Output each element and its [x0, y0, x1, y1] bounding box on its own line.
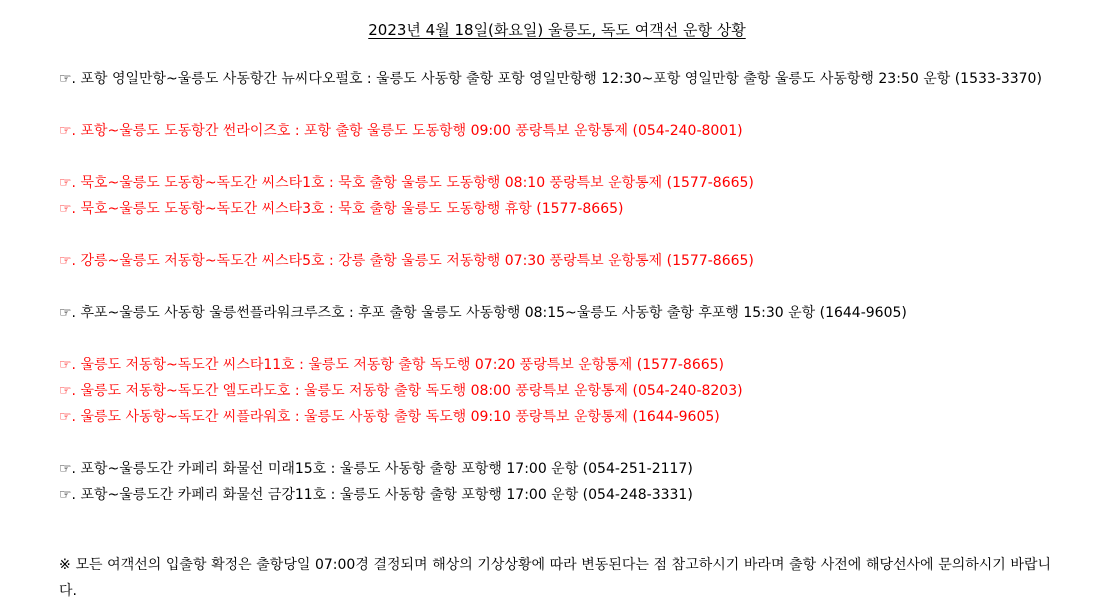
notice-group-hupo	[59, 300, 1051, 326]
page-title: 2023년 4월 18일(화요일) 울릉도, 독도 여객선 운항 상황	[368, 21, 746, 39]
notice-seastar-11: ☞. 울릉도 저동항~독도간 씨스타11호 : 울릉도 저동항 출항 독도행 07:20 풍랑특보 운항통제 (1577-8665)	[59, 357, 725, 373]
notice-seastar-1: ☞. 묵호~울릉도 도동항~독도간 씨스타1호 : 묵호 출항 울릉도 도동항행 08:10 풍랑특보 운항통제 (1577-8665)	[59, 175, 754, 191]
notice-mirae-15: ☞. 포항~울릉도간 카페리 화물선 미래15호 : 울릉도 사동항 출항 포항행 17:00 운항 (054-251-2117)	[59, 461, 693, 477]
notice-group-cargo-ferries	[59, 456, 1051, 508]
notice-geumgang-11: ☞. 포항~울릉도간 카페리 화물선 금강11호 : 울릉도 사동항 출항 포항행 17:00 운항 (054-248-3331)	[59, 487, 693, 503]
notice-eldorado: ☞. 울릉도 저동항~독도간 엘도라도호 : 울릉도 저동항 출항 독도행 08:00 풍랑특보 운항통제 (054-240-8203)	[59, 383, 743, 399]
notice-group-mukho	[59, 170, 1051, 222]
notice-group-dokdo	[59, 352, 1051, 430]
notice-seastar-5: ☞. 강릉~울릉도 저동항~독도간 씨스타5호 : 강릉 출항 울릉도 저동항행 07:30 풍랑특보 운항통제 (1577-8665)	[59, 253, 754, 269]
notice-seaflower: ☞. 울릉도 사동항~독도간 씨플라워호 : 울릉도 사동항 출항 독도행 09:10 풍랑특보 운항통제 (1644-9605)	[59, 409, 720, 425]
ferry-notice-list	[59, 66, 1051, 534]
notice-group-gangneung	[59, 248, 1051, 274]
notice-new-sea-pearl: ☞. 포항 영일만항~울릉도 사동항간 뉴씨다오펄호 : 울릉도 사동항 출항 포항 영일만항행 12:30~포항 영일만항 출항 울릉도 사동항행 23:50 운항 (1533-3370)	[59, 71, 1042, 87]
notice-group-pohang-yeongilman	[59, 66, 1051, 92]
footer-note: ※ 모든 여객선의 입출항 확정은 출항당일 07:00경 결정되며 해상의 기상상황에 따라 변동된다는 점 참고하시기 바라며 출항 사전에 해당선사에 문의하시기 바랍니다.	[59, 557, 1051, 599]
notice-sunflower-cruise: ☞. 후포~울릉도 사동항 울릉썬플라워크루즈호 : 후포 출항 울릉도 사동항행 08:15~울릉도 사동항 출항 후포행 15:30 운항 (1644-9605)	[59, 305, 907, 321]
notice-sunrise: ☞. 포항~울릉도 도동항간 썬라이즈호 : 포항 출항 울릉도 도동항행 09:00 풍랑특보 운항통제 (054-240-8001)	[59, 123, 743, 139]
notice-seastar-3: ☞. 묵호~울릉도 도동항~독도간 씨스타3호 : 묵호 출항 울릉도 도동항행 휴항 (1577-8665)	[59, 201, 624, 217]
notice-group-pohang-dodong	[59, 118, 1051, 144]
